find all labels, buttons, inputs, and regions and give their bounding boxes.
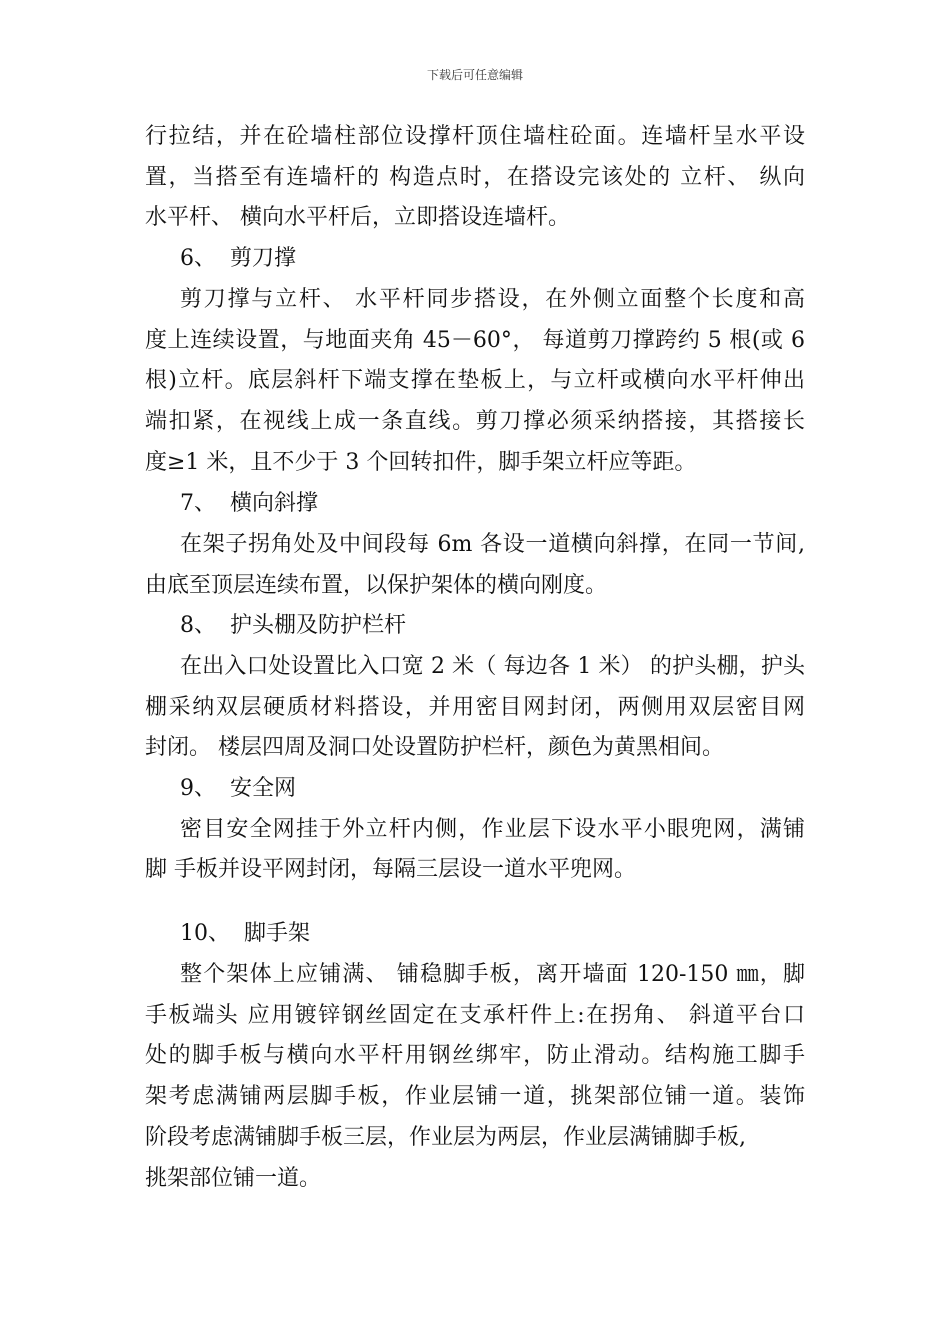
- paragraph-line: 在架子拐角处及中间段每 6m 各设一道横向斜撑，在同一节间,: [180, 532, 805, 557]
- paragraph-line: 棚采纳双层硬质材料搭设，并用密目网封闭，两侧用双层密目网: [145, 695, 805, 720]
- paragraph-line: 手板端头 应用镀锌钢丝固定在支承杆件上:在拐角、 斜道平台口: [145, 1003, 805, 1028]
- page-header: 下载后可任意编辑: [426, 68, 523, 82]
- section-heading: 8、 护头棚及防护栏杆: [180, 613, 406, 638]
- paragraph-line: 整个架体上应铺满、 铺稳脚手板，离开墙面 120-150 ㎜，脚: [180, 962, 805, 987]
- paragraph-line: 阶段考虑满铺脚手板三层，作业层为两层，作业层满铺脚手板,: [145, 1125, 746, 1150]
- section-heading: 10、 脚手架: [180, 921, 310, 946]
- paragraph-line: 行拉结，并在砼墙柱部位设撑杆顶住墙柱砼面。连墙杆呈水平设: [145, 124, 805, 149]
- paragraph-line: 剪刀撑与立杆、 水平杆同步搭设，在外侧立面整个长度和高: [180, 287, 805, 312]
- paragraph-line: 处的脚手板与横向水平杆用钢丝绑牢，防止滑动。结构施工脚手: [145, 1043, 805, 1068]
- paragraph-line: 由底至顶层连续布置，以保护架体的横向刚度。: [145, 573, 608, 598]
- paragraph-line: 端扣紧，在视线上成一条直线。剪刀撑必须采纳搭接，其搭接长: [145, 409, 805, 434]
- paragraph-line: 挑架部位铺一道。: [145, 1166, 322, 1191]
- paragraph-line: 根)立杆。底层斜杆下端支撑在垫板上，与立杆或横向水平杆伸出: [145, 368, 805, 393]
- paragraph-line: 密目安全网挂于外立杆内侧，作业层下设水平小眼兜网，满铺: [180, 817, 805, 842]
- paragraph-line: 架考虑满铺两层脚手板，作业层铺一道，挑架部位铺一道。装饰: [145, 1084, 805, 1109]
- paragraph-line: 水平杆、 横向水平杆后，立即搭设连墙杆。: [145, 205, 570, 230]
- paragraph-line: 度≥1 米，且不少于 3 个回转扣件，脚手架立杆应等距。: [145, 450, 697, 475]
- section-heading: 6、 剪刀撑: [180, 246, 296, 271]
- paragraph-line: 在出入口处设置比入口宽 2 米（ 每边各 1 米） 的护头棚，护头: [180, 654, 805, 679]
- paragraph-line: 脚 手板并设平网封闭，每隔三层设一道水平兜网。: [145, 857, 636, 882]
- paragraph-line: 置，当搭至有连墙杆的 构造点时，在搭设完该处的 立杆、 纵向: [145, 165, 805, 190]
- paragraph-line: 度上连续设置，与地面夹角 45－60°， 每道剪刀撑跨约 5 根(或 6: [145, 328, 805, 353]
- paragraph-line: 封闭。 楼层四周及洞口处设置防护栏杆，颜色为黄黑相间。: [145, 735, 724, 760]
- section-heading: 7、 横向斜撑: [180, 491, 318, 516]
- section-heading: 9、 安全网: [180, 776, 296, 801]
